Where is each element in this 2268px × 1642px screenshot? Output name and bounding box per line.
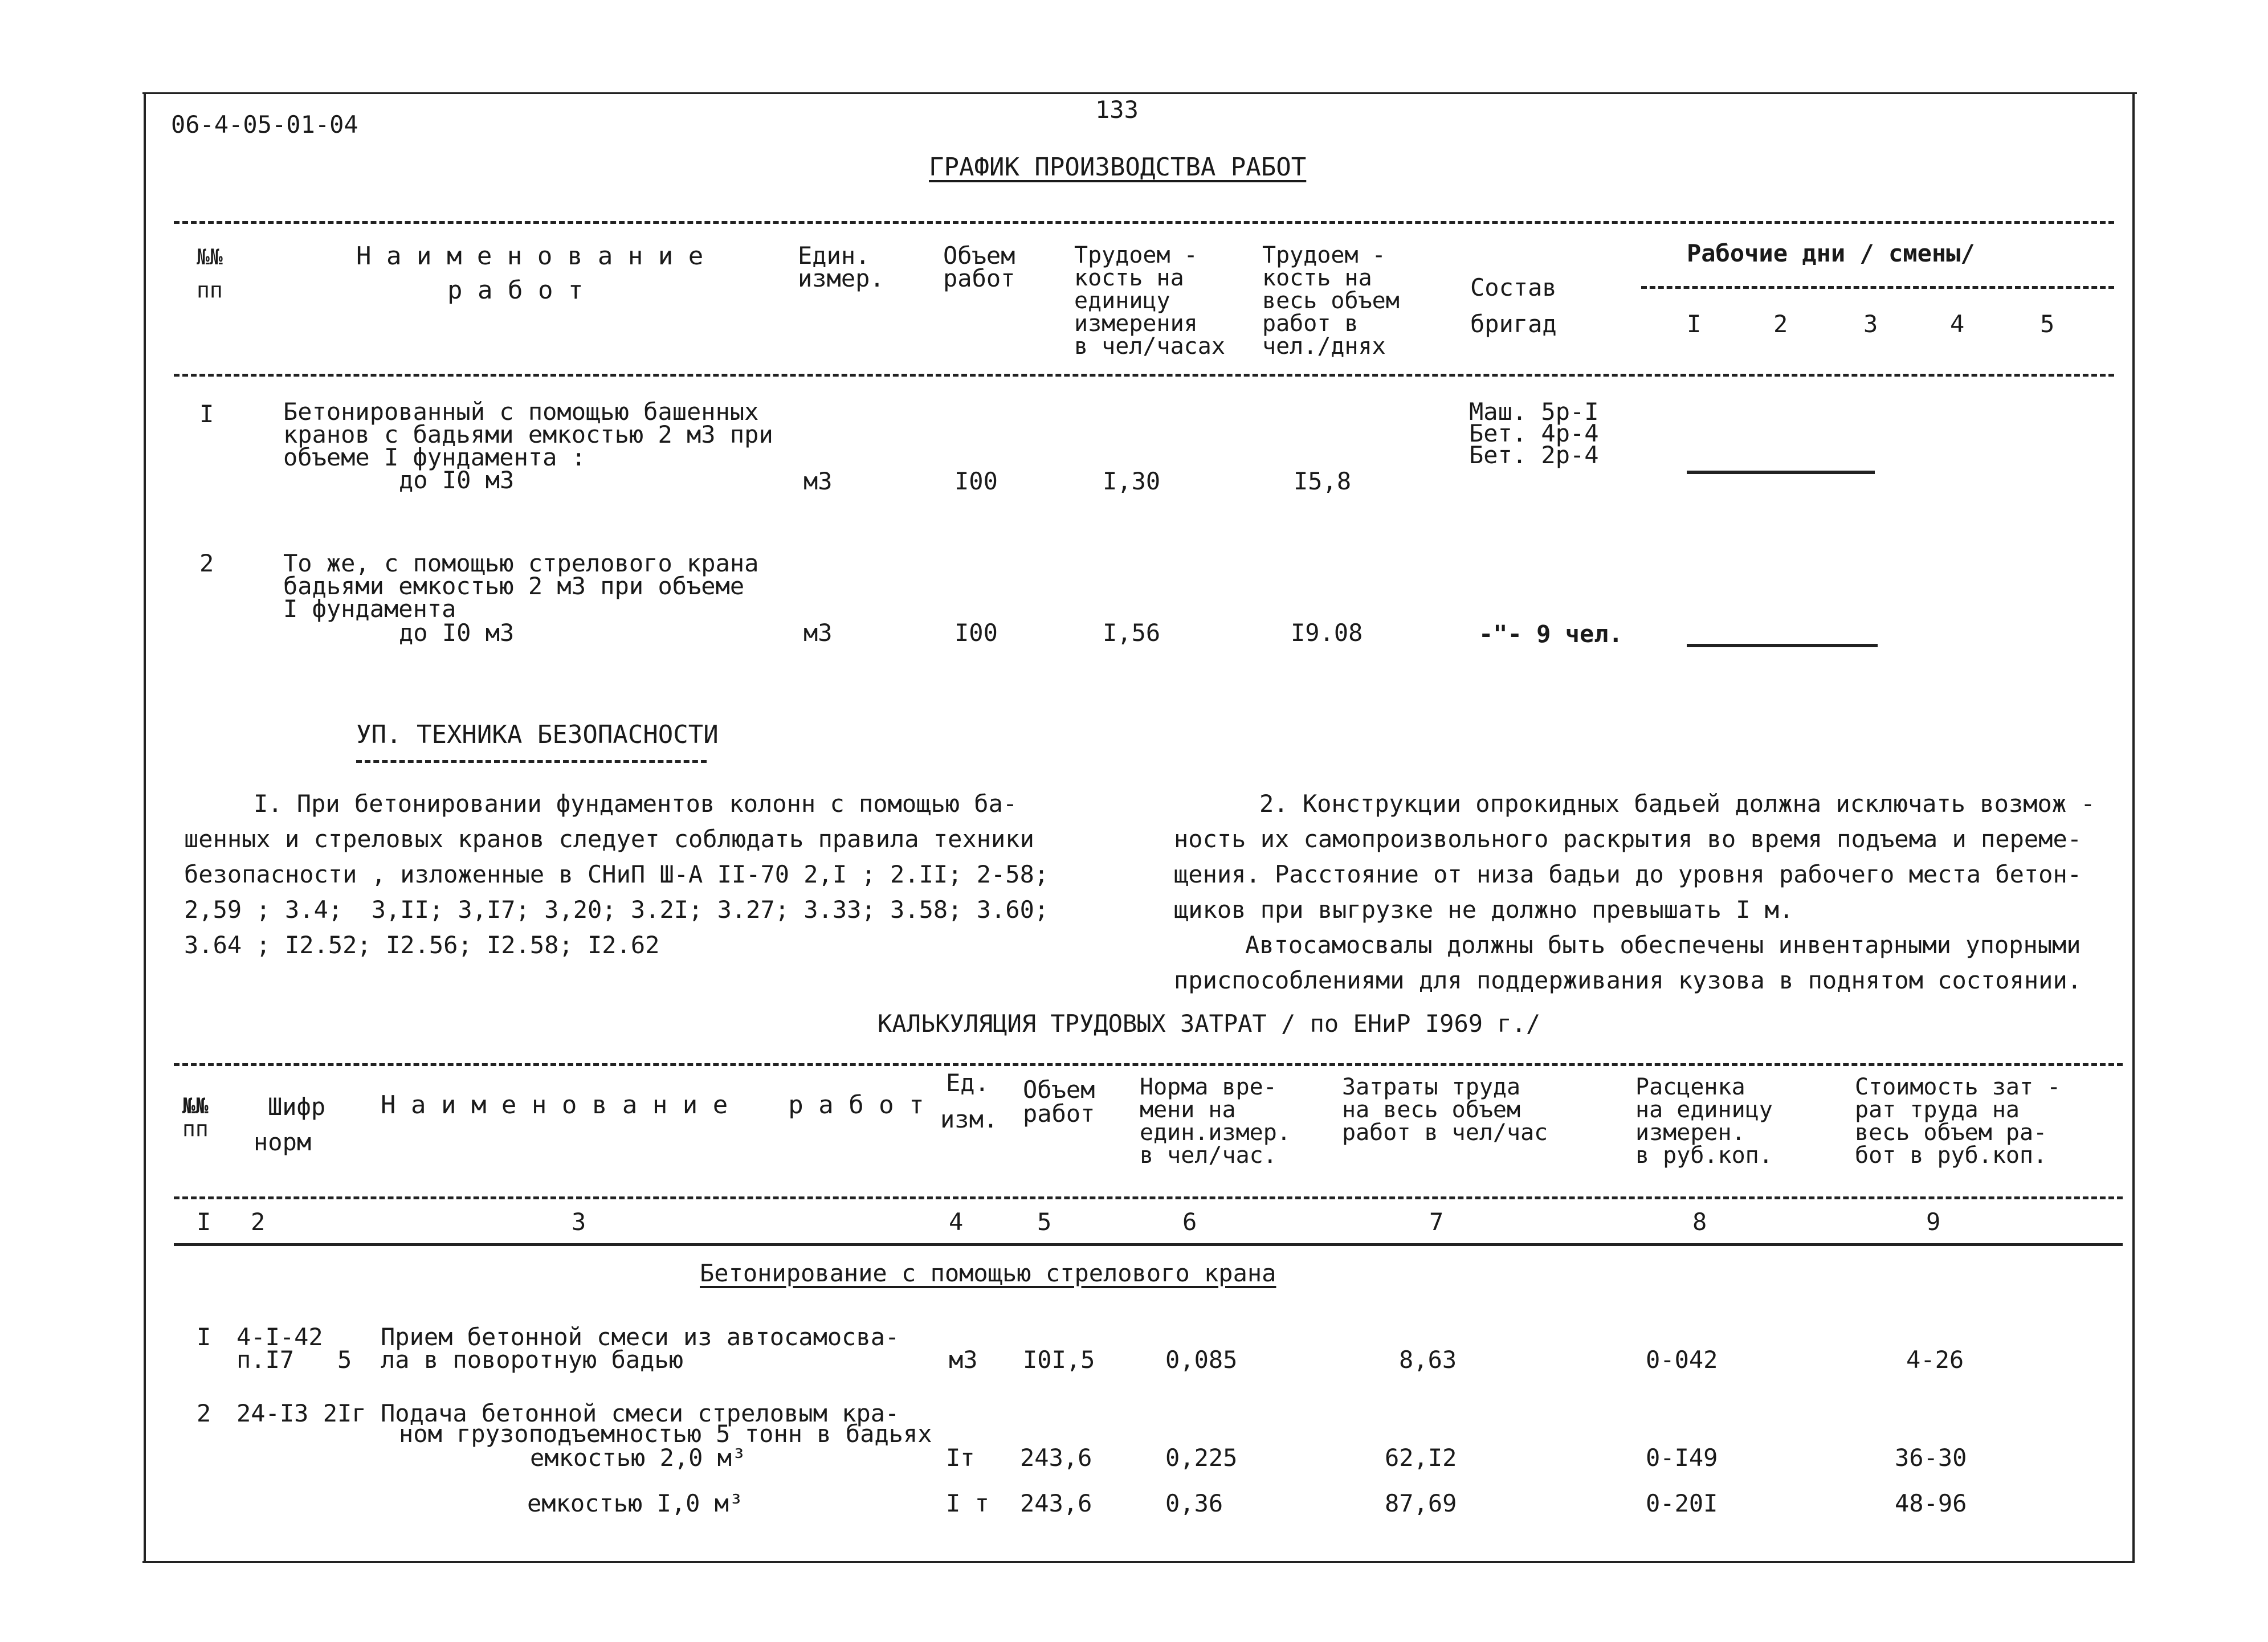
rate-line: Расценка bbox=[1635, 1074, 1745, 1100]
sched-row1-gantt-bar bbox=[1687, 471, 1875, 474]
sched-col-unit-a: Един. bbox=[798, 242, 870, 269]
calc-row2b-labor: 87,69 bbox=[1385, 1489, 1457, 1517]
labor-total-line: весь объем bbox=[1262, 288, 1400, 314]
sched-col-crew-a: Состав bbox=[1470, 273, 1557, 301]
sched-row2-num: 2 bbox=[199, 549, 214, 577]
calc-row2-code: 24-I3 2Iг bbox=[236, 1399, 366, 1427]
calc-col-volume-a: Объем bbox=[1023, 1076, 1095, 1104]
calc-colnum-6: 6 bbox=[1182, 1208, 1197, 1236]
calc-col-unit-a: Ед. bbox=[946, 1069, 989, 1097]
calc-row1-name: Прием бетонной смеси из автосамосва- bbox=[381, 1323, 900, 1351]
labor-unit-line: кость на bbox=[1074, 265, 1184, 291]
labor-total-line: работ в bbox=[1262, 311, 1359, 337]
calc-row1-name: ла в поворотную бадью bbox=[381, 1346, 684, 1374]
calc-col-cost bbox=[1855, 1076, 2061, 1167]
labor-line: на весь объем bbox=[1342, 1097, 1521, 1123]
calc-col-rate bbox=[1635, 1076, 1773, 1167]
calc-row1-code: 4-I-42 bbox=[236, 1323, 323, 1351]
sched-day-4: 4 bbox=[1950, 310, 1965, 338]
calc-section-title: Бетонирование с помощью стрелового крана bbox=[700, 1259, 1276, 1287]
sched-row1-crew: Бет. 4р-4 bbox=[1469, 419, 1599, 447]
page-border-right bbox=[2132, 92, 2135, 1562]
norm-line: в чел/час. bbox=[1140, 1142, 1277, 1169]
calc-row1-cost: 4-26 bbox=[1906, 1346, 1964, 1374]
sched-row2-labor-unit: I,56 bbox=[1103, 619, 1161, 647]
rate-line: в руб.коп. bbox=[1635, 1142, 1773, 1169]
safety-right-line: ность их самопроизвольного раскрытия во время подъема и переме- bbox=[1174, 825, 2082, 853]
page-border-top bbox=[142, 92, 2137, 94]
page-number: 133 bbox=[1095, 96, 1139, 124]
labor-unit-line: в чел/часах bbox=[1074, 333, 1225, 360]
sched-col-volume-b: работ bbox=[943, 264, 1015, 292]
calc-row1-norm: 0,085 bbox=[1165, 1346, 1238, 1374]
safety-right-line: приспособлениями для поддерживания кузова в поднятом состоянии. bbox=[1174, 966, 2082, 994]
sched-days-header: Рабочие дни / смены/ bbox=[1687, 239, 1975, 267]
calc-header-bottom-rule bbox=[174, 1196, 2123, 1199]
calc-row2a-rate: 0-I49 bbox=[1646, 1444, 1718, 1472]
calc-row2a-name: емкостью 2,0 м³ bbox=[530, 1444, 747, 1472]
calc-row1-volume: I0I,5 bbox=[1023, 1346, 1095, 1374]
calc-row2b-name: емкостью I,0 м³ bbox=[527, 1489, 744, 1517]
calc-title: КАЛЬКУЛЯЦИЯ ТРУДОВЫХ ЗАТРАТ / по ЕНиР I969 г./ bbox=[878, 1010, 1541, 1038]
sched-row2-name: до I0 м3 bbox=[399, 619, 515, 647]
safety-left-line: I. При бетонировании фундаментов колонн с помощью ба- bbox=[254, 790, 1018, 818]
safety-right-line: щения. Расстояние от низа бадьи до уровня рабочего места бетон- bbox=[1174, 860, 2082, 888]
calc-row2b-unit: I т bbox=[946, 1489, 989, 1517]
calc-row2b-norm: 0,36 bbox=[1165, 1489, 1223, 1517]
sched-row1-labor-total: I5,8 bbox=[1294, 467, 1352, 495]
labor-line: работ в чел/час bbox=[1342, 1120, 1548, 1146]
calc-colnum-3: 3 bbox=[572, 1208, 586, 1236]
labor-total-line: кость на bbox=[1262, 265, 1372, 291]
calc-row1-unit: м3 bbox=[949, 1346, 978, 1374]
labor-total-line: Трудоем - bbox=[1262, 242, 1386, 268]
days-subheader-rule bbox=[1641, 286, 2114, 289]
sched-row1-volume: I00 bbox=[954, 467, 998, 495]
sched-col-name-a: Н а и м е н о в а н и е bbox=[356, 242, 704, 271]
labor-unit-line: измерения bbox=[1074, 311, 1198, 337]
calc-col-labor bbox=[1342, 1076, 1548, 1144]
sched-row2-unit: м3 bbox=[803, 619, 833, 647]
calc-row2a-unit: Iт bbox=[946, 1444, 975, 1472]
calc-row2-num: 2 bbox=[197, 1399, 211, 1427]
norm-line: Норма вре- bbox=[1140, 1074, 1277, 1100]
sched-row2-crew: -"- 9 чел. bbox=[1479, 620, 1623, 648]
cost-line: весь объем ра- bbox=[1855, 1120, 2047, 1146]
sched-col-unit-b: измер. bbox=[798, 264, 884, 292]
norm-line: мени на bbox=[1140, 1097, 1236, 1123]
calc-col-code-b: норм bbox=[254, 1128, 312, 1156]
calc-row1-labor: 8,63 bbox=[1399, 1346, 1457, 1374]
safety-right-line: 2. Конструкции опрокидных бадьей должна исключать возмож - bbox=[1259, 790, 2095, 818]
labor-unit-line: Трудоем - bbox=[1074, 242, 1198, 268]
rate-line: измерен. bbox=[1635, 1120, 1745, 1146]
page-border-left bbox=[144, 92, 146, 1562]
calc-header-top-rule bbox=[174, 1063, 2123, 1066]
sched-row1-crew: Бет. 2р-4 bbox=[1469, 441, 1599, 469]
sched-row1-name: Бетонированный с помощью башенных bbox=[283, 398, 759, 426]
labor-line: Затраты труда bbox=[1342, 1074, 1521, 1100]
calc-row2a-labor: 62,I2 bbox=[1385, 1444, 1457, 1472]
sched-col-num-a: №№ bbox=[197, 244, 223, 269]
calc-row2a-volume: 243,6 bbox=[1020, 1444, 1092, 1472]
sched-row1-name: объеме I фундамента : bbox=[283, 443, 586, 471]
calc-col-volume-b: работ bbox=[1023, 1100, 1095, 1128]
calc-row2-name: ном грузоподъемностью 5 тонн в бадьях bbox=[399, 1420, 932, 1448]
safety-title-underline bbox=[356, 760, 707, 763]
safety-left-line: 3.64 ; I2.52; I2.56; I2.58; I2.62 bbox=[184, 931, 660, 959]
safety-right-line: Автосамосвалы должны быть обеспечены инвентарными упорными bbox=[1245, 931, 2081, 959]
sched-row1-name: до I0 м3 bbox=[399, 466, 515, 494]
calc-row2a-norm: 0,225 bbox=[1165, 1444, 1238, 1472]
calc-row2b-volume: 243,6 bbox=[1020, 1489, 1092, 1517]
sched-col-crew-b: бригад bbox=[1470, 310, 1557, 338]
sched-row1-unit: м3 bbox=[803, 467, 833, 495]
calc-col-unit-b: изм. bbox=[940, 1105, 998, 1133]
calc-row1-code: п.I7 5 bbox=[236, 1346, 352, 1374]
calc-colnum-8: 8 bbox=[1692, 1208, 1707, 1236]
calc-colnum-4: 4 bbox=[949, 1208, 964, 1236]
sched-row2-name: I фундамента bbox=[283, 595, 456, 623]
sched-day-5: 5 bbox=[2040, 310, 2055, 338]
sched-row2-gantt-bar bbox=[1687, 644, 1878, 647]
doc-code: 06-4-05-01-04 bbox=[171, 111, 358, 138]
calc-row2b-cost: 48-96 bbox=[1895, 1489, 1967, 1517]
safety-left-line: шенных и стреловых кранов следует соблюдать правила техники bbox=[184, 825, 1034, 853]
sched-col-volume-a: Объем bbox=[943, 242, 1015, 269]
sched-col-labor-unit bbox=[1074, 244, 1225, 358]
calc-row2b-rate: 0-20I bbox=[1646, 1489, 1718, 1517]
sched-row2-labor-total: I9.08 bbox=[1291, 619, 1363, 647]
calc-col-num-a: №№ bbox=[182, 1093, 209, 1118]
calc-col-code-a: Шифр bbox=[268, 1093, 326, 1121]
calc-row2-name: Подача бетонной смеси стреловым кра- bbox=[381, 1399, 900, 1427]
calc-row2a-cost: 36-30 bbox=[1895, 1444, 1967, 1472]
page-border-bottom bbox=[142, 1561, 2135, 1563]
sched-row2-volume: I00 bbox=[954, 619, 998, 647]
calc-col-num-b: пп bbox=[182, 1116, 209, 1141]
calc-col-name: Н а и м е н о в а н и е р а б о т bbox=[381, 1090, 924, 1120]
cost-line: Стоимость зат - bbox=[1855, 1074, 2061, 1100]
calc-colnum-1: I bbox=[197, 1208, 211, 1236]
calc-colnum-bottom-rule bbox=[174, 1243, 2123, 1246]
schedule-header-top-rule bbox=[174, 221, 2114, 224]
calc-colnum-2: 2 bbox=[251, 1208, 266, 1236]
sched-col-name-b: р а б о т bbox=[447, 276, 584, 305]
calc-col-norm bbox=[1140, 1076, 1291, 1167]
calc-row1-num: I bbox=[197, 1323, 211, 1351]
safety-left-line: безопасности , изложенные в СНиП Ш-А II-70 2,I ; 2.II; 2-58; bbox=[184, 860, 1049, 888]
sched-day-3: 3 bbox=[1863, 310, 1878, 338]
sched-row1-labor-unit: I,30 bbox=[1103, 467, 1161, 495]
norm-line: един.измер. bbox=[1140, 1120, 1291, 1146]
safety-right-line: щиков при выгрузке не должно превышать I м. bbox=[1174, 896, 1794, 924]
sched-row1-crew: Маш. 5р-I bbox=[1469, 398, 1599, 426]
rate-line: на единицу bbox=[1635, 1097, 1773, 1123]
sched-day-2: 2 bbox=[1773, 310, 1788, 338]
calc-row1-rate: 0-042 bbox=[1646, 1346, 1718, 1374]
labor-total-line: чел./днях bbox=[1262, 333, 1386, 360]
safety-left-line: 2,59 ; 3.4; 3,II; 3,I7; 3,20; 3.2I; 3.27; 3.33; 3.58; 3.60; bbox=[184, 896, 1049, 924]
cost-line: бот в руб.коп. bbox=[1855, 1142, 2047, 1169]
calc-colnum-9: 9 bbox=[1926, 1208, 1941, 1236]
schedule-header-bottom-rule bbox=[174, 374, 2114, 377]
sched-row2-name: бадьями емкостью 2 м3 при объеме bbox=[283, 572, 745, 600]
sched-col-num-b: пп bbox=[197, 277, 223, 303]
sched-day-1: I bbox=[1687, 310, 1702, 338]
cost-line: рат труда на bbox=[1855, 1097, 2020, 1123]
safety-title: УП. ТЕХНИКА БЕЗОПАСНОСТИ bbox=[356, 720, 719, 749]
sched-row1-num: I bbox=[199, 400, 214, 428]
calc-colnum-5: 5 bbox=[1037, 1208, 1052, 1236]
calc-colnum-7: 7 bbox=[1429, 1208, 1444, 1236]
schedule-title: ГРАФИК ПРОИЗВОДСТВА РАБОТ bbox=[929, 153, 1307, 182]
labor-unit-line: единицу bbox=[1074, 288, 1170, 314]
sched-row2-name: То же, с помощью стрелового крана bbox=[283, 549, 759, 577]
sched-row1-name: кранов с бадьями емкостью 2 м3 при bbox=[283, 420, 773, 448]
sched-col-labor-total bbox=[1262, 244, 1400, 358]
